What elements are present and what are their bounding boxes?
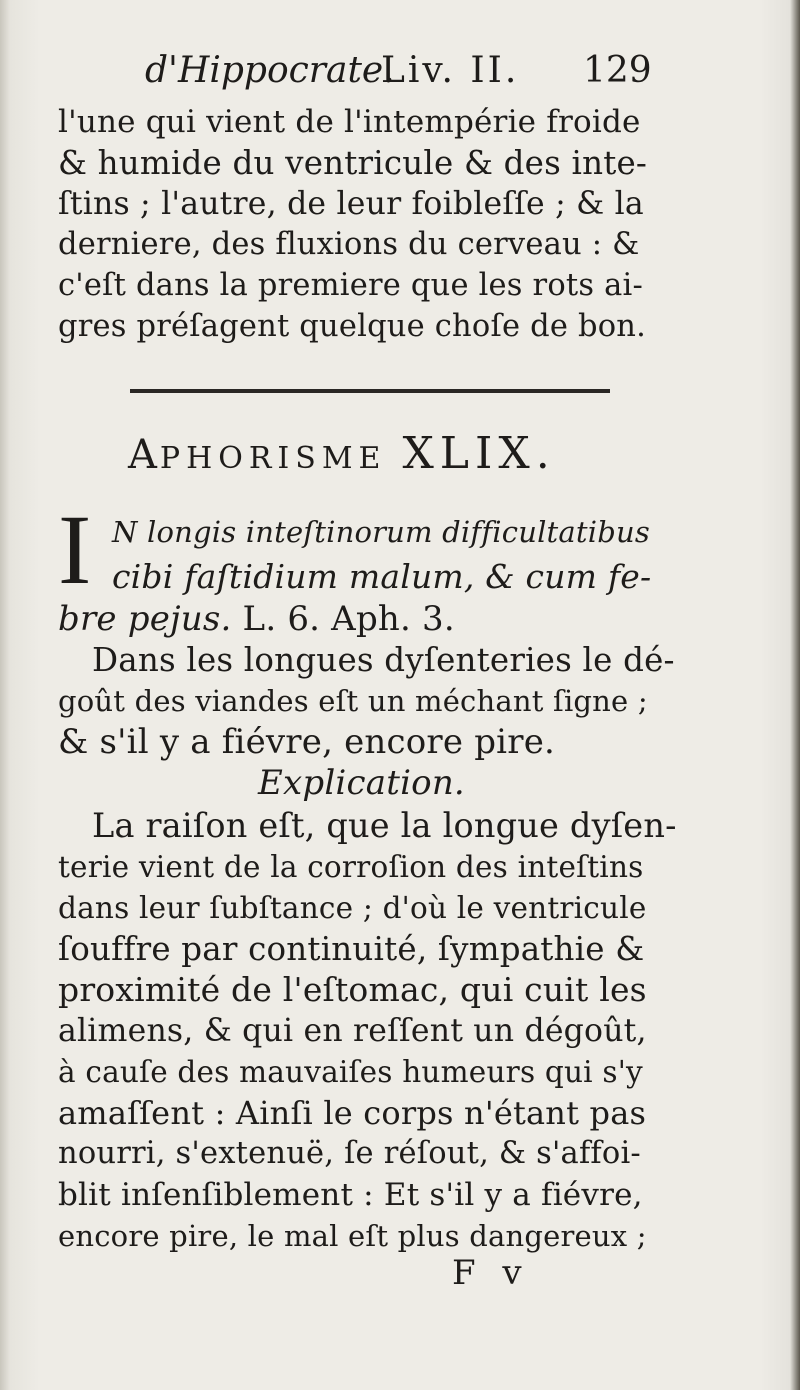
latin-line-last: [58, 599, 648, 639]
explication-line: alimens, & qui en reſſent un dégoût,: [58, 1013, 647, 1049]
explication-line: blit inſenſiblement : Et s'il y a fiévre,: [58, 1177, 643, 1213]
aphorism-number: XLIX.: [402, 428, 556, 479]
text-line: l'une qui vient de l'intempérie froide: [58, 104, 641, 140]
book-number: Liv. II.: [381, 50, 520, 91]
latin-reference: L. 6. Aph. 3.: [242, 599, 455, 639]
latin-text: bre pejus.: [58, 599, 232, 639]
page-number: 129: [583, 50, 652, 91]
explication-line: terie vient de la corroſion des inteſtins: [58, 850, 644, 884]
aphorism-label: PHORISME: [159, 441, 387, 476]
latin-line: N longis inteſtinorum difficultatibus: [112, 515, 650, 549]
latin-line: cibi faſtidium malum, & cum fe-: [112, 557, 652, 596]
text-line: gres préſagent quelque choſe de bon.: [58, 309, 646, 344]
explication-line: encore pire, le mal eſt plus dangereux ;: [58, 1219, 647, 1253]
text-line: c'eſt dans la premiere que les rots ai-: [58, 268, 643, 303]
section-divider: [130, 389, 610, 393]
aphorism-label-initial: A: [128, 432, 160, 478]
explication-line: à cauſe des mauvaiſes humeurs qui s'y: [58, 1055, 643, 1089]
explication-line: ſouffre par continuité, ſympathie &: [58, 930, 645, 968]
text-line: ſtins ; l'autre, de leur foibleſſe ; & la: [58, 186, 644, 222]
explication-line: dans leur ſubſtance ; d'où le ventricule: [58, 891, 647, 925]
explication-line: La raiſon eſt, que la longue dyſen-: [92, 806, 677, 845]
explication-line: amaſſent : Ainſi le corps n'étant pas: [58, 1094, 647, 1132]
drop-cap: I: [58, 494, 92, 605]
translation-line: Dans les longues dyſenteries le dé-: [92, 641, 675, 679]
explication-line: proximité de l'eſtomac, qui cuit les: [58, 970, 647, 1009]
explication-heading: Explication.: [258, 763, 465, 803]
translation-line: goût des viandes eſt un méchant ſigne ;: [58, 684, 648, 718]
running-header: [145, 50, 665, 102]
translation-line: & s'il y a fiévre, encore pire.: [58, 722, 556, 762]
explication-line: nourri, s'extenuë, ſe réſout, & s'affoi-: [58, 1136, 641, 1171]
aphorism-heading: [128, 428, 628, 479]
text-line: derniere, des fluxions du cerveau : &: [58, 227, 640, 262]
signature-mark: F v: [452, 1253, 530, 1293]
text-line: & humide du ventricule & des inte-: [58, 144, 648, 182]
running-title: d'Hippocrate.: [145, 50, 395, 91]
